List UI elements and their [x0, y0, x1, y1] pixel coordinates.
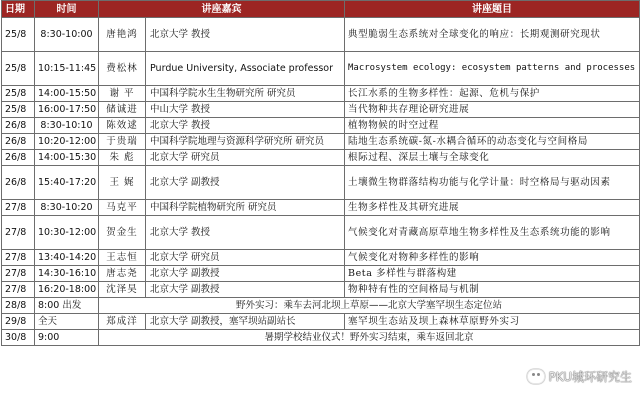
- time-cell: 9:00: [35, 330, 99, 346]
- speaker-name-cell: 朱 彪: [99, 150, 146, 166]
- table-row: [2, 250, 640, 266]
- affiliation-cell: 北京大学 研究员: [146, 150, 345, 166]
- table-row: [2, 200, 640, 216]
- affiliation-cell: Purdue University, Associate professor: [146, 52, 345, 86]
- time-cell: 16:00-17:50: [35, 102, 99, 118]
- topic-cell: 生物多样性及其研究进展: [345, 200, 640, 216]
- time-cell: 10:30-12:00: [35, 216, 99, 250]
- table-row: [2, 314, 640, 330]
- affiliation-cell: 北京大学 副教授，塞罕坝站副站长: [146, 314, 345, 330]
- header-topic: 讲座题目: [345, 1, 640, 18]
- table-row: [2, 298, 640, 314]
- watermark: [527, 368, 632, 385]
- speaker-name-cell: 于贵瑞: [99, 134, 146, 150]
- topic-cell: 根际过程、深层土壤与全球变化: [345, 150, 640, 166]
- event-cell: 暑期学校结业仪式！野外实习结束，乘车返回北京: [99, 330, 640, 346]
- date-cell: 29/8: [2, 314, 35, 330]
- speaker-name-cell: 郑成洋: [99, 314, 146, 330]
- header-row: [2, 1, 640, 18]
- wechat-icon: [527, 369, 545, 384]
- date-cell: 27/8: [2, 282, 35, 298]
- time-cell: 15:40-17:20: [35, 166, 99, 200]
- date-cell: 26/8: [2, 166, 35, 200]
- table-row: [2, 18, 640, 52]
- affiliation-cell: 北京大学 教授: [146, 18, 345, 52]
- table-row: [2, 86, 640, 102]
- speaker-name-cell: 储诚进: [99, 102, 146, 118]
- topic-cell: 气候变化对青藏高原草地生物多样性及生态系统功能的影响: [345, 216, 640, 250]
- speaker-name-cell: 沈泽昊: [99, 282, 146, 298]
- table-row: [2, 166, 640, 200]
- time-cell: 8:30-10:20: [35, 200, 99, 216]
- topic-cell: 塞罕坝生态站及坝上森林草原野外实习: [345, 314, 640, 330]
- header-date: 日期: [2, 1, 35, 18]
- speaker-name-cell: 谢 平: [99, 86, 146, 102]
- time-cell: 8:30-10:10: [35, 118, 99, 134]
- date-cell: 30/8: [2, 330, 35, 346]
- time-cell: 10:20-12:00: [35, 134, 99, 150]
- time-cell: 14:30-16:10: [35, 266, 99, 282]
- time-cell: 全天: [35, 314, 99, 330]
- affiliation-cell: 中山大学 教授: [146, 102, 345, 118]
- table-row: [2, 52, 640, 86]
- date-cell: 27/8: [2, 200, 35, 216]
- header-time: 时间: [35, 1, 99, 18]
- date-cell: 26/8: [2, 118, 35, 134]
- speaker-name-cell: 陈效逑: [99, 118, 146, 134]
- topic-cell: 土壤微生物群落结构功能与化学计量：时空格局与驱动因素: [345, 166, 640, 200]
- affiliation-cell: 北京大学 副教授: [146, 282, 345, 298]
- date-cell: 27/8: [2, 266, 35, 282]
- table-row: [2, 266, 640, 282]
- date-cell: 25/8: [2, 86, 35, 102]
- table-row: [2, 150, 640, 166]
- affiliation-cell: 北京大学 副教授: [146, 266, 345, 282]
- time-cell: 13:40-14:20: [35, 250, 99, 266]
- affiliation-cell: 北京大学 教授: [146, 216, 345, 250]
- time-cell: 8:00 出发: [35, 298, 99, 314]
- speaker-name-cell: 贺金生: [99, 216, 146, 250]
- speaker-name-cell: 王志恒: [99, 250, 146, 266]
- speaker-name-cell: 唐艳鸿: [99, 18, 146, 52]
- topic-cell: 物种特有性的空间格局与机制: [345, 282, 640, 298]
- topic-cell: 长江水系的生物多样性：起源、危机与保护: [345, 86, 640, 102]
- date-cell: 26/8: [2, 134, 35, 150]
- affiliation-cell: 中国科学院地理与资源科学研究所 研究员: [146, 134, 345, 150]
- table-row: [2, 134, 640, 150]
- table-row: [2, 282, 640, 298]
- topic-cell: Beta 多样性与群落构建: [345, 266, 640, 282]
- table-row: [2, 118, 640, 134]
- time-cell: 14:00-15:50: [35, 86, 99, 102]
- event-cell: 野外实习：乘车去河北坝上草原——北京大学塞罕坝生态定位站: [99, 298, 640, 314]
- date-cell: 27/8: [2, 250, 35, 266]
- speaker-name-cell: 王 娓: [99, 166, 146, 200]
- affiliation-cell: 北京大学 副教授: [146, 166, 345, 200]
- time-cell: 16:20-18:00: [35, 282, 99, 298]
- time-cell: 10:15-11:45: [35, 52, 99, 86]
- watermark-text: PKU城环研究生: [548, 370, 632, 384]
- topic-cell: 当代物种共存理论研究进展: [345, 102, 640, 118]
- lecture-schedule-table: [1, 0, 640, 346]
- affiliation-cell: 北京大学 研究员: [146, 250, 345, 266]
- speaker-name-cell: 唐志尧: [99, 266, 146, 282]
- topic-cell: 植物物候的时空过程: [345, 118, 640, 134]
- date-cell: 27/8: [2, 216, 35, 250]
- topic-cell: 气候变化对物种多样性的影响: [345, 250, 640, 266]
- date-cell: 28/8: [2, 298, 35, 314]
- table-row: [2, 102, 640, 118]
- speaker-name-cell: 费松林: [99, 52, 146, 86]
- affiliation-cell: 北京大学 教授: [146, 118, 345, 134]
- time-cell: 8:30-10:00: [35, 18, 99, 52]
- table-row: [2, 330, 640, 346]
- date-cell: 25/8: [2, 18, 35, 52]
- time-cell: 14:00-15:30: [35, 150, 99, 166]
- affiliation-cell: 中国科学院水生生物研究所 研究员: [146, 86, 345, 102]
- date-cell: 26/8: [2, 150, 35, 166]
- affiliation-cell: 中国科学院植物研究所 研究员: [146, 200, 345, 216]
- topic-cell: Macrosystem ecology: ecosystem patterns and processes: [345, 52, 640, 86]
- topic-cell: 陆地生态系统碳-氮-水耦合循环的动态变化与空间格局: [345, 134, 640, 150]
- topic-cell: 典型脆弱生态系统对全球变化的响应：长期观测研究现状: [345, 18, 640, 52]
- date-cell: 25/8: [2, 102, 35, 118]
- date-cell: 25/8: [2, 52, 35, 86]
- speaker-name-cell: 马克平: [99, 200, 146, 216]
- header-speaker: 讲座嘉宾: [99, 1, 345, 18]
- table-row: [2, 216, 640, 250]
